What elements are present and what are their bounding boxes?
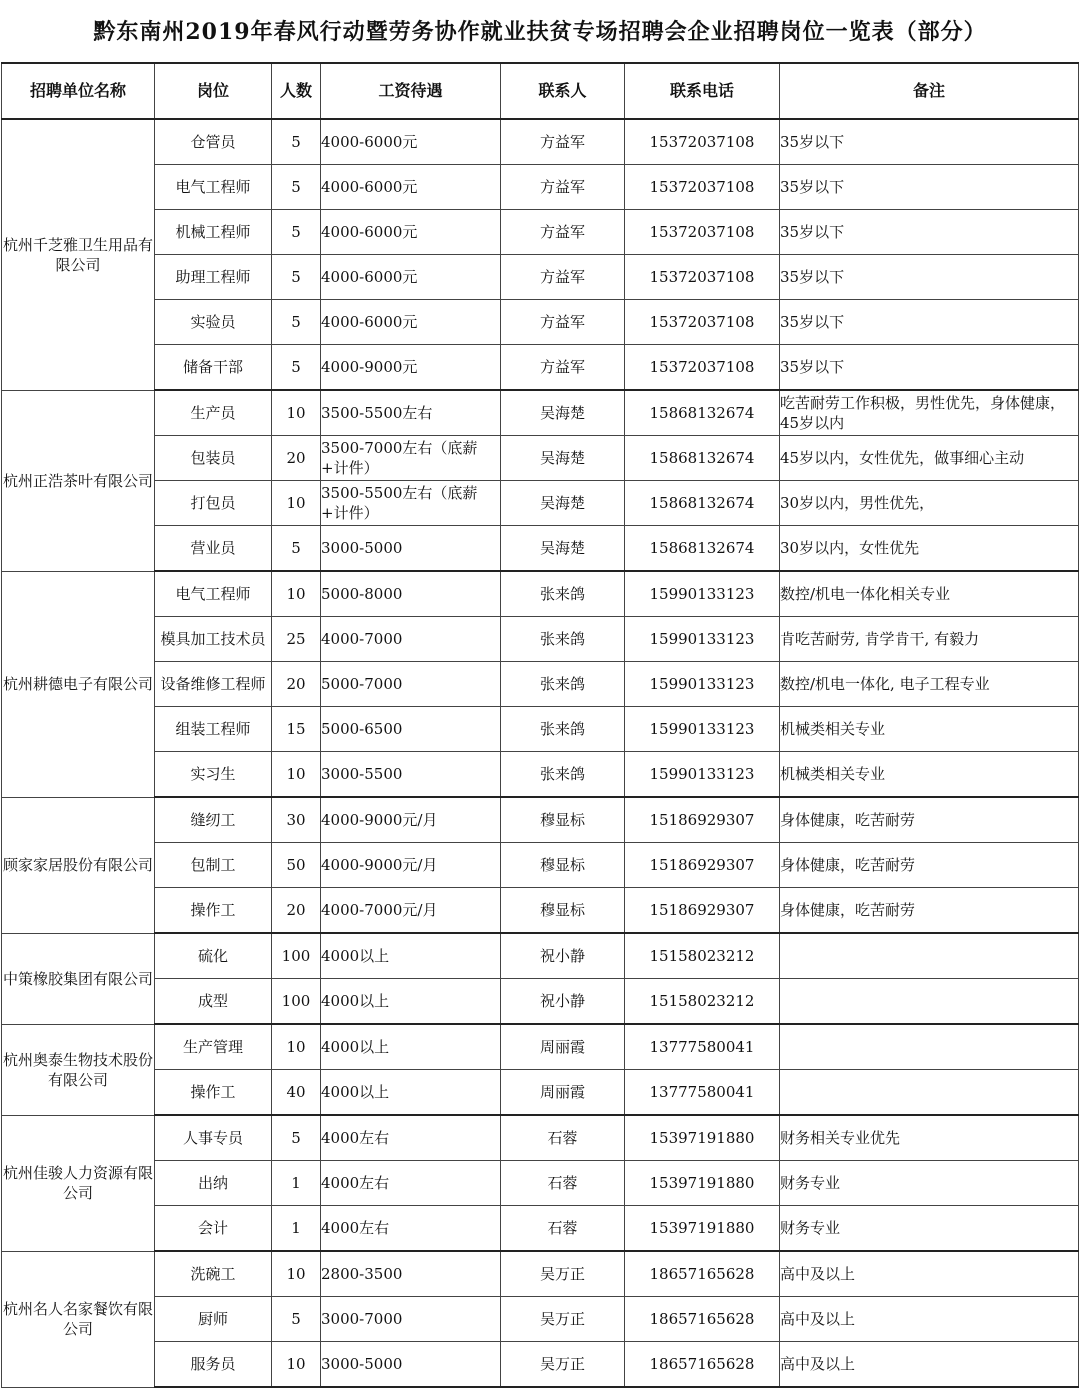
phone-cell: 15372037108	[625, 210, 780, 255]
count-cell: 10	[272, 481, 321, 526]
position-cell: 生产管理	[155, 1024, 272, 1070]
header-count: 人数	[272, 63, 321, 119]
table-row	[2, 390, 1079, 436]
position-cell: 洗碗工	[155, 1251, 272, 1297]
phone-cell: 15990133123	[625, 571, 780, 617]
company-name-cell: 杭州名人名家餐饮有限公司	[2, 1251, 155, 1387]
contact-cell: 方益军	[501, 210, 625, 255]
count-cell: 50	[272, 843, 321, 888]
remark-cell: 35岁以下	[780, 345, 1079, 391]
salary-cell: 4000左右	[321, 1115, 501, 1161]
table-row	[2, 707, 1079, 752]
position-cell: 包制工	[155, 843, 272, 888]
header-phone: 联系电话	[625, 63, 780, 119]
salary-cell: 3000-7000	[321, 1297, 501, 1342]
contact-cell: 祝小静	[501, 933, 625, 979]
salary-cell: 4000以上	[321, 1024, 501, 1070]
table-row	[2, 1161, 1079, 1206]
count-cell: 5	[272, 1297, 321, 1342]
table-row	[2, 617, 1079, 662]
salary-cell: 4000-7000元/月	[321, 888, 501, 934]
remark-cell: 35岁以下	[780, 119, 1079, 165]
count-cell: 100	[272, 933, 321, 979]
table-row	[2, 481, 1079, 526]
contact-cell: 祝小静	[501, 979, 625, 1025]
count-cell: 40	[272, 1070, 321, 1116]
position-cell: 电气工程师	[155, 165, 272, 210]
table-row	[2, 1251, 1079, 1297]
remark-cell: 30岁以内，女性优先	[780, 526, 1079, 572]
contact-cell: 石蓉	[501, 1206, 625, 1252]
position-cell: 服务员	[155, 1342, 272, 1388]
count-cell: 20	[272, 888, 321, 934]
salary-cell: 5000-7000	[321, 662, 501, 707]
phone-cell: 15158023212	[625, 933, 780, 979]
contact-cell: 方益军	[501, 119, 625, 165]
table-row	[2, 662, 1079, 707]
salary-cell: 4000以上	[321, 979, 501, 1025]
table-row	[2, 1342, 1079, 1388]
table-row	[2, 526, 1079, 572]
contact-cell: 吴万正	[501, 1297, 625, 1342]
remark-cell: 机械类相关专业	[780, 707, 1079, 752]
remark-cell: 身体健康，吃苦耐劳	[780, 843, 1079, 888]
company-name-cell: 杭州耕德电子有限公司	[2, 571, 155, 797]
contact-cell: 张来鸽	[501, 752, 625, 798]
phone-cell: 15990133123	[625, 617, 780, 662]
position-cell: 助理工程师	[155, 255, 272, 300]
phone-cell: 13777580041	[625, 1070, 780, 1116]
remark-cell: 数控/机电一体化, 电子工程专业	[780, 662, 1079, 707]
table-row	[2, 1024, 1079, 1070]
salary-cell: 3000-5000	[321, 1342, 501, 1388]
company-name-cell: 杭州正浩茶叶有限公司	[2, 390, 155, 571]
header-salary: 工资待遇	[321, 63, 501, 119]
remark-cell: 35岁以下	[780, 300, 1079, 345]
count-cell: 5	[272, 300, 321, 345]
remark-cell	[780, 1070, 1079, 1116]
contact-cell: 吴海楚	[501, 390, 625, 436]
table-row	[2, 571, 1079, 617]
position-cell: 人事专员	[155, 1115, 272, 1161]
position-cell: 模具加工技术员	[155, 617, 272, 662]
phone-cell: 15186929307	[625, 797, 780, 843]
phone-cell: 13777580041	[625, 1024, 780, 1070]
table-row	[2, 1297, 1079, 1342]
position-cell: 包装员	[155, 436, 272, 481]
count-cell: 5	[272, 165, 321, 210]
position-cell: 仓管员	[155, 119, 272, 165]
position-cell: 操作工	[155, 888, 272, 934]
phone-cell: 15397191880	[625, 1115, 780, 1161]
remark-cell: 30岁以内，男性优先，	[780, 481, 1079, 526]
remark-cell: 财务专业	[780, 1206, 1079, 1252]
count-cell: 5	[272, 119, 321, 165]
remark-cell: 肯吃苦耐劳, 肯学肯干, 有毅力	[780, 617, 1079, 662]
contact-cell: 方益军	[501, 165, 625, 210]
phone-cell: 15868132674	[625, 390, 780, 436]
contact-cell: 穆显标	[501, 888, 625, 934]
phone-cell: 15372037108	[625, 300, 780, 345]
salary-cell: 4000-6000元	[321, 210, 501, 255]
count-cell: 5	[272, 210, 321, 255]
salary-cell: 4000-9000元/月	[321, 797, 501, 843]
phone-cell: 18657165628	[625, 1251, 780, 1297]
count-cell: 1	[272, 1161, 321, 1206]
remark-cell: 高中及以上	[780, 1251, 1079, 1297]
remark-cell: 身体健康，吃苦耐劳	[780, 797, 1079, 843]
phone-cell: 15372037108	[625, 255, 780, 300]
company-name-cell: 杭州奥泰生物技术股份有限公司	[2, 1024, 155, 1115]
count-cell: 1	[272, 1206, 321, 1252]
remark-cell: 身体健康，吃苦耐劳	[780, 888, 1079, 934]
salary-cell: 4000-6000元	[321, 255, 501, 300]
position-cell: 实习生	[155, 752, 272, 798]
phone-cell: 15990133123	[625, 752, 780, 798]
contact-cell: 方益军	[501, 300, 625, 345]
remark-cell: 财务专业	[780, 1161, 1079, 1206]
remark-cell: 35岁以下	[780, 255, 1079, 300]
remark-cell	[780, 979, 1079, 1025]
contact-cell: 吴海楚	[501, 481, 625, 526]
position-cell: 会计	[155, 1206, 272, 1252]
contact-cell: 穆显标	[501, 843, 625, 888]
header-remark: 备注	[780, 63, 1079, 119]
phone-cell: 15397191880	[625, 1206, 780, 1252]
contact-cell: 吴万正	[501, 1251, 625, 1297]
salary-cell: 5000-6500	[321, 707, 501, 752]
phone-cell: 15158023212	[625, 979, 780, 1025]
remark-cell: 财务相关专业优先	[780, 1115, 1079, 1161]
count-cell: 5	[272, 526, 321, 572]
position-cell: 出纳	[155, 1161, 272, 1206]
table-row	[2, 933, 1079, 979]
position-cell: 硫化	[155, 933, 272, 979]
contact-cell: 石蓉	[501, 1161, 625, 1206]
table-row	[2, 165, 1079, 210]
table-row	[2, 888, 1079, 934]
company-name-cell: 顾家家居股份有限公司	[2, 797, 155, 933]
position-cell: 实验员	[155, 300, 272, 345]
position-cell: 厨师	[155, 1297, 272, 1342]
salary-cell: 4000-6000元	[321, 300, 501, 345]
remark-cell: 45岁以内，女性优先，做事细心主动	[780, 436, 1079, 481]
contact-cell: 吴海楚	[501, 526, 625, 572]
remark-cell: 高中及以上	[780, 1297, 1079, 1342]
position-cell: 生产员	[155, 390, 272, 436]
phone-cell: 15186929307	[625, 843, 780, 888]
position-cell: 储备干部	[155, 345, 272, 391]
remark-cell	[780, 933, 1079, 979]
phone-cell: 15186929307	[625, 888, 780, 934]
salary-cell: 3000-5500	[321, 752, 501, 798]
table-row	[2, 119, 1079, 165]
table-row	[2, 255, 1079, 300]
phone-cell: 18657165628	[625, 1342, 780, 1388]
count-cell: 5	[272, 1115, 321, 1161]
remark-cell: 35岁以下	[780, 210, 1079, 255]
position-cell: 操作工	[155, 1070, 272, 1116]
table-row	[2, 979, 1079, 1025]
count-cell: 25	[272, 617, 321, 662]
contact-cell: 张来鸽	[501, 617, 625, 662]
salary-cell: 3000-5000	[321, 526, 501, 572]
company-name-cell: 杭州佳骏人力资源有限公司	[2, 1115, 155, 1251]
position-cell: 营业员	[155, 526, 272, 572]
remark-cell: 高中及以上	[780, 1342, 1079, 1388]
contact-cell: 吴万正	[501, 1342, 625, 1388]
phone-cell: 15397191880	[625, 1161, 780, 1206]
company-name-cell: 杭州千芝雅卫生用品有限公司	[2, 119, 155, 390]
table-row	[2, 1070, 1079, 1116]
table-row	[2, 300, 1079, 345]
remark-cell: 机械类相关专业	[780, 752, 1079, 798]
salary-cell: 4000以上	[321, 1070, 501, 1116]
count-cell: 15	[272, 707, 321, 752]
page-title: 黔东南州2019年春风行动暨劳务协作就业扶贫专场招聘会企业招聘岗位一览表（部分）	[93, 18, 987, 45]
table-row	[2, 1115, 1079, 1161]
phone-cell: 15990133123	[625, 707, 780, 752]
phone-cell: 15372037108	[625, 345, 780, 391]
count-cell: 10	[272, 752, 321, 798]
header-company: 招聘单位名称	[2, 63, 155, 119]
count-cell: 10	[272, 390, 321, 436]
contact-cell: 石蓉	[501, 1115, 625, 1161]
phone-cell: 15372037108	[625, 119, 780, 165]
table-body	[2, 119, 1079, 1387]
count-cell: 10	[272, 1024, 321, 1070]
salary-cell: 4000-7000	[321, 617, 501, 662]
remark-cell: 数控/机电一体化相关专业	[780, 571, 1079, 617]
count-cell: 5	[272, 255, 321, 300]
count-cell: 30	[272, 797, 321, 843]
salary-cell: 5000-8000	[321, 571, 501, 617]
contact-cell: 吴海楚	[501, 436, 625, 481]
phone-cell: 15868132674	[625, 526, 780, 572]
contact-cell: 张来鸽	[501, 707, 625, 752]
position-cell: 机械工程师	[155, 210, 272, 255]
salary-cell: 4000-6000元	[321, 119, 501, 165]
table-row	[2, 797, 1079, 843]
remark-cell: 吃苦耐劳工作积极，男性优先，身体健康，45岁以内	[780, 390, 1079, 436]
table-row	[2, 843, 1079, 888]
phone-cell: 15372037108	[625, 165, 780, 210]
phone-cell: 15990133123	[625, 662, 780, 707]
position-cell: 组装工程师	[155, 707, 272, 752]
position-cell: 电气工程师	[155, 571, 272, 617]
salary-cell: 4000-9000元	[321, 345, 501, 391]
table-header-row	[2, 63, 1079, 119]
salary-cell: 3500-5500左右（底薪+计件）	[321, 481, 501, 526]
count-cell: 10	[272, 1342, 321, 1388]
table-row	[2, 1206, 1079, 1252]
salary-cell: 4000-6000元	[321, 165, 501, 210]
salary-cell: 3500-5500左右	[321, 390, 501, 436]
header-position: 岗位	[155, 63, 272, 119]
table-row	[2, 210, 1079, 255]
contact-cell: 穆显标	[501, 797, 625, 843]
position-cell: 成型	[155, 979, 272, 1025]
phone-cell: 15868132674	[625, 481, 780, 526]
salary-cell: 4000左右	[321, 1206, 501, 1252]
contact-cell: 张来鸽	[501, 571, 625, 617]
count-cell: 20	[272, 436, 321, 481]
contact-cell: 方益军	[501, 345, 625, 391]
phone-cell: 18657165628	[625, 1297, 780, 1342]
recruitment-table	[1, 62, 1079, 1388]
salary-cell: 4000-9000元/月	[321, 843, 501, 888]
header-contact: 联系人	[501, 63, 625, 119]
remark-cell	[780, 1024, 1079, 1070]
count-cell: 10	[272, 571, 321, 617]
position-cell: 缝纫工	[155, 797, 272, 843]
salary-cell: 4000左右	[321, 1161, 501, 1206]
table-row	[2, 345, 1079, 391]
contact-cell: 方益军	[501, 255, 625, 300]
company-name-cell: 中策橡胶集团有限公司	[2, 933, 155, 1024]
count-cell: 10	[272, 1251, 321, 1297]
contact-cell: 周丽霞	[501, 1070, 625, 1116]
count-cell: 100	[272, 979, 321, 1025]
remark-cell: 35岁以下	[780, 165, 1079, 210]
position-cell: 打包员	[155, 481, 272, 526]
contact-cell: 周丽霞	[501, 1024, 625, 1070]
count-cell: 20	[272, 662, 321, 707]
salary-cell: 3500-7000左右（底薪+计件）	[321, 436, 501, 481]
salary-cell: 4000以上	[321, 933, 501, 979]
count-cell: 5	[272, 345, 321, 391]
contact-cell: 张来鸽	[501, 662, 625, 707]
table-row	[2, 752, 1079, 798]
position-cell: 设备维修工程师	[155, 662, 272, 707]
table-row	[2, 436, 1079, 481]
salary-cell: 2800-3500	[321, 1251, 501, 1297]
phone-cell: 15868132674	[625, 436, 780, 481]
